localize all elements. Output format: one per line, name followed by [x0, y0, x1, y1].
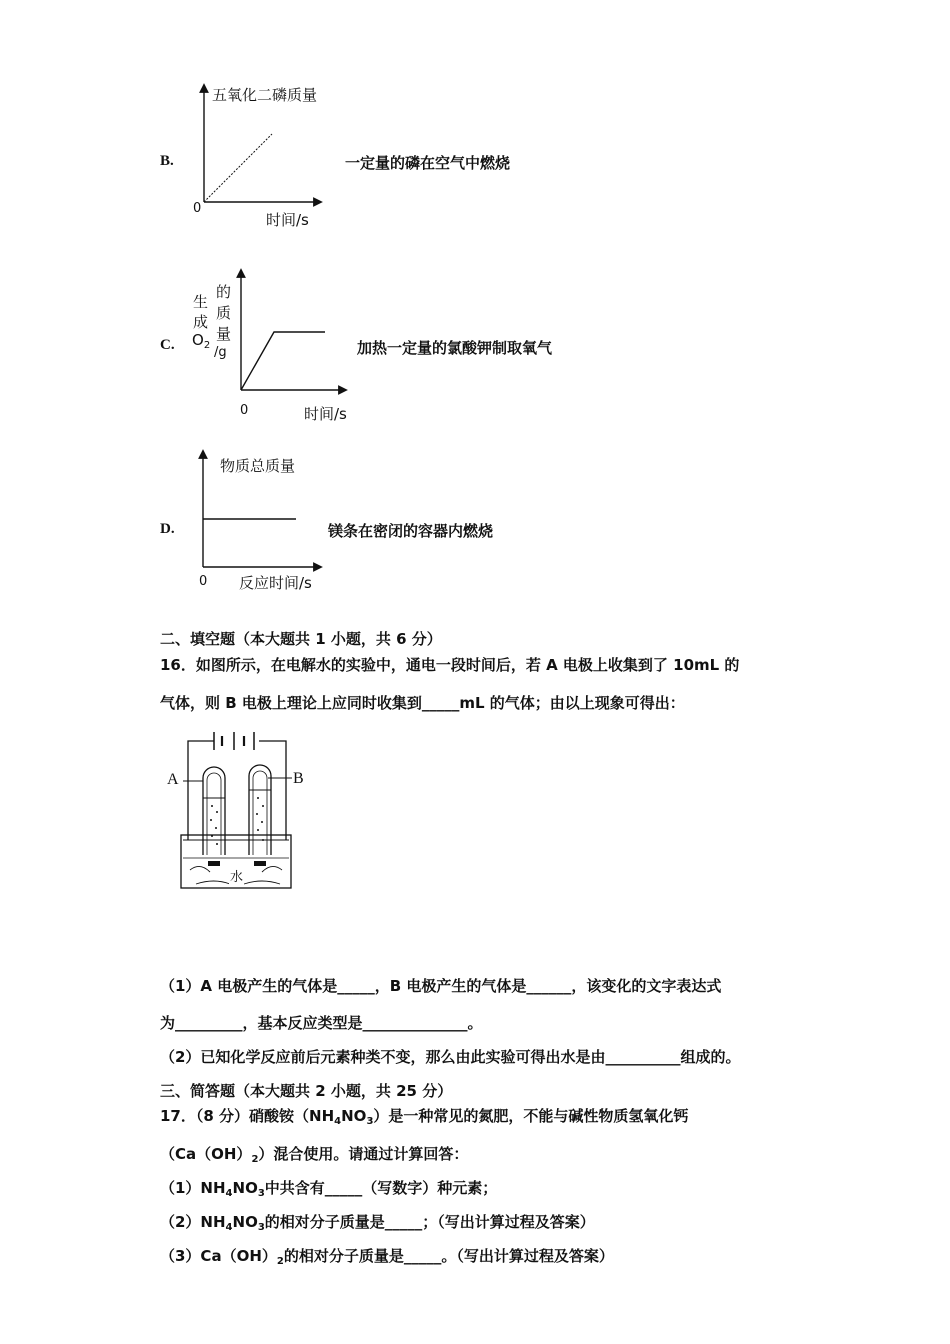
option-c-y-axis-char-2: 成 [193, 313, 209, 331]
question-16-part-1-line-2: 为_________，基本反应类型是______________。 [160, 1014, 483, 1032]
question-17-part-2: $(2)NH_4NO_3$的相对分子质量是_____；（写出计算过程及答案） [160, 1213, 595, 1233]
option-c-y-axis-char-1: 生 [193, 293, 209, 311]
option-b-origin: 0 [193, 201, 202, 216]
section-2-heading: 二、填空题（本大题共 1 小题，共 6 分） [160, 630, 442, 648]
electrode-a-label: A [167, 771, 179, 788]
option-c-y-axis-unit: /g [214, 345, 227, 360]
option-c-label: C. [160, 337, 175, 353]
option-c-y-axis-char-5: 量 [216, 325, 232, 343]
option-c-data-line [241, 332, 325, 390]
question-17-part-1: $(1)NH_4NO_3$中共含有_____（写数字）种元素； [160, 1179, 498, 1199]
option-c-x-axis-label: 时间/s [304, 405, 347, 423]
option-b-data-line [204, 134, 272, 202]
option-b-x-axis-label: 时间/s [266, 211, 309, 229]
option-c-y-axis-char-3: 的 [216, 283, 232, 301]
option-d-x-axis-label: 反应时间/s [239, 574, 312, 592]
water-label: 水 [229, 866, 244, 885]
option-d-origin: 0 [199, 574, 208, 589]
option-b-label: B. [160, 153, 174, 169]
option-d-label: D. [160, 521, 175, 537]
option-d-caption: 镁条在密闭的容器内燃烧 [328, 522, 494, 540]
question-16-line-1: 16．如图所示，在电解水的实验中，通电一段时间后，若 A 电极上收集到了 10mL 的 [160, 656, 740, 674]
electrode-b-label: B [293, 770, 304, 787]
question-17-line-1: 17．（8 分）硝酸铵$(NH_4NO_3)$是一种常见的氮肥，不能与碱性物质氢氧化钙 [160, 1107, 689, 1127]
option-c-origin: 0 [240, 403, 249, 418]
option-c-y-axis-o2: $O_2$ [192, 331, 211, 351]
question-16-part-2: （2）已知化学反应前后元素种类不变，那么由此实验可得出水是由__________组成的。 [160, 1048, 741, 1066]
question-17-line-2: $(Ca(OH)_2)$混合使用。请通过计算回答： [160, 1145, 469, 1165]
option-d-y-axis-label: 物质总质量 [220, 457, 296, 475]
option-b-y-axis-label: 五氧化二磷质量 [212, 86, 318, 104]
option-b-caption: 一定量的磷在空气中燃烧 [345, 154, 511, 172]
option-c-y-axis-char-4: 质 [216, 304, 232, 322]
question-16-line-2: 气体，则 B 电极上理论上应同时收集到_____mL 的气体；由以上现象可得出： [160, 694, 685, 712]
question-17-part-3: $(3)Ca(OH)_2$的相对分子质量是_____。（写出计算过程及答案） [160, 1247, 614, 1267]
option-c-caption: 加热一定量的氯酸钾制取氧气 [357, 339, 553, 357]
question-16-part-1-line-1: （1）A 电极产生的气体是_____，B 电极产生的气体是______，该变化的文字表达式 [160, 977, 722, 995]
section-3-heading: 三、简答题（本大题共 2 小题，共 25 分） [160, 1082, 453, 1100]
